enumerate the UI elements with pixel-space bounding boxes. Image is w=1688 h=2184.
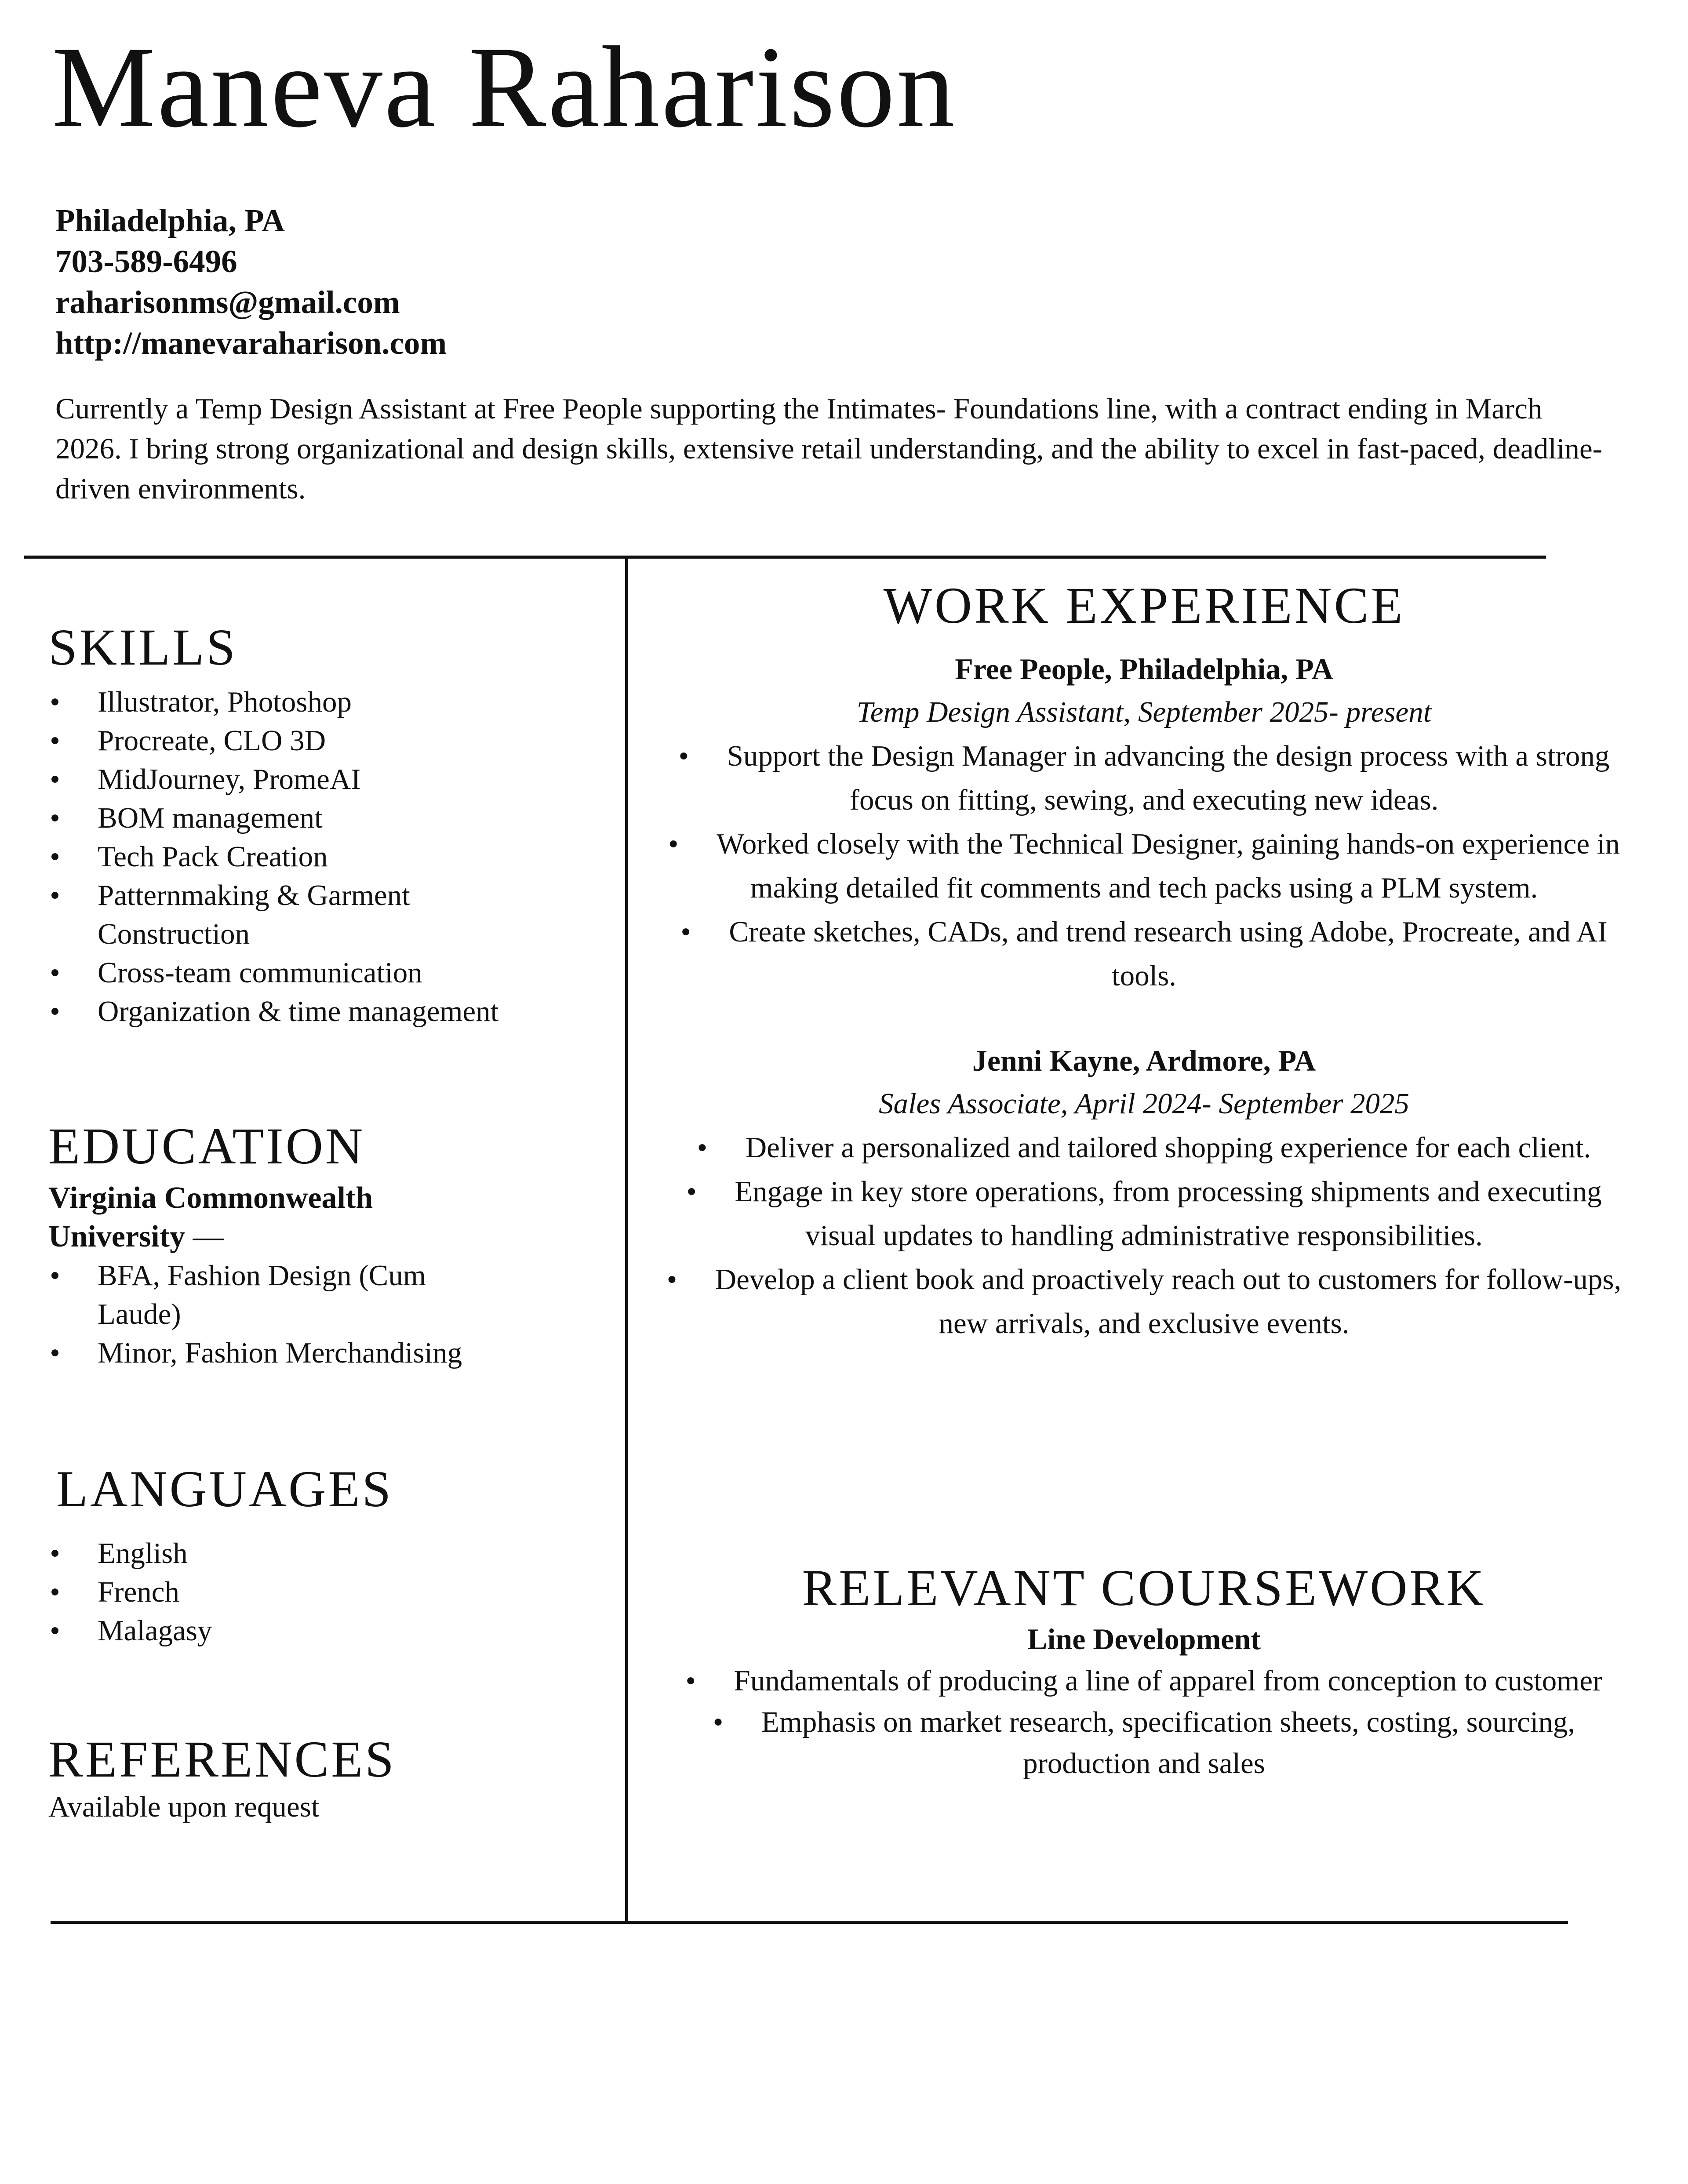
school-name xyxy=(48,1179,488,1256)
references-heading: REFERENCES xyxy=(48,1730,396,1788)
job-bullets xyxy=(657,734,1631,998)
degree-item: • Minor, Fashion Merchandising xyxy=(48,1334,602,1372)
job-bullets xyxy=(657,1126,1631,1345)
skill-item: • Procreate, CLO 3D xyxy=(48,721,602,760)
employer-name: Jenni Kayne, Ardmore, PA xyxy=(972,1043,1316,1077)
skill-item: • Organization & time management xyxy=(48,992,602,1031)
skill-item: • Cross-team communication xyxy=(48,953,602,992)
skills-list xyxy=(48,683,602,1031)
job-bullet-text: Deliver a personalized and tailored shopping experience for each client. xyxy=(745,1131,1591,1164)
column-divider xyxy=(625,556,628,1924)
coursework-section xyxy=(657,1558,1631,1784)
course-bullet-text: Fundamentals of producing a line of apparel from conception to customer xyxy=(734,1664,1603,1697)
coursework-heading: RELEVANT COURSEWORK xyxy=(802,1559,1486,1617)
job-bullet xyxy=(657,1257,1631,1345)
languages-heading: LANGUAGES xyxy=(56,1460,393,1518)
phone-number: 703-589-6496 xyxy=(55,243,237,279)
job-bullet xyxy=(657,1126,1631,1170)
job-role: Temp Design Assistant, September 2025- present xyxy=(856,695,1432,728)
education-heading: EDUCATION xyxy=(48,1117,365,1175)
job-entry xyxy=(657,1039,1631,1345)
summary-paragraph: Currently a Temp Design Assistant at Free People supporting the Intimates- Foundations line, with a contract ending in March 2026. I bring strong organizational and design skills, extensive retail understanding, and the ability to excel in fast-paced, deadline-driven environments. xyxy=(55,392,1603,505)
skill-item: • Illustrator, Photoshop xyxy=(48,683,602,721)
language-item: • English xyxy=(48,1534,602,1573)
candidate-name: Maneva Raharison xyxy=(52,23,957,152)
skill-item: • Tech Pack Creation xyxy=(48,837,602,876)
school-name-text: Virginia Commonwealth University xyxy=(48,1181,373,1254)
languages-section xyxy=(56,1459,610,1519)
employer-name: Free People, Philadelphia, PA xyxy=(955,652,1333,686)
skill-item: • Patternmaking & Garment Construction xyxy=(48,876,493,953)
references-section xyxy=(48,1730,602,1824)
work-heading: WORK EXPERIENCE xyxy=(883,577,1405,634)
job-bullet xyxy=(657,822,1631,910)
course-title: Line Development xyxy=(1027,1622,1261,1656)
skill-item: • MidJourney, PromeAI xyxy=(48,760,602,799)
school-dash: — xyxy=(193,1219,224,1254)
skills-heading: SKILLS xyxy=(48,618,237,676)
course-bullet xyxy=(657,1701,1631,1784)
degree-item: • BFA, Fashion Design (Cum Laude) xyxy=(48,1256,493,1334)
job-bullet xyxy=(657,910,1631,998)
job-bullet xyxy=(657,1170,1631,1257)
course-bullet-text: Emphasis on market research, specification sheets, costing, sourcing, production and sales xyxy=(761,1705,1575,1780)
education-list xyxy=(48,1256,602,1372)
job-bullet xyxy=(657,734,1631,822)
job-entry xyxy=(657,648,1631,998)
job-bullet-text: Create sketches, CADs, and trend research using Adobe, Procreate, and AI tools. xyxy=(729,915,1608,992)
work-experience-section xyxy=(657,576,1631,1345)
job-bullet-text: Worked closely with the Technical Designer, gaining hands-on experience in making detailed fit comments and tech packs using a PLM system. xyxy=(717,827,1620,904)
language-item: • Malagasy xyxy=(48,1611,602,1650)
bottom-divider xyxy=(51,1921,1568,1924)
language-item: • French xyxy=(48,1573,602,1611)
contact-info xyxy=(55,200,447,363)
references-text: Available upon request xyxy=(48,1790,320,1823)
course-bullet xyxy=(657,1660,1631,1701)
email-address: raharisonms@gmail.com xyxy=(55,284,400,320)
skill-item: • BOM management xyxy=(48,799,602,837)
job-role: Sales Associate, April 2024- September 2025 xyxy=(878,1087,1410,1120)
education-section xyxy=(48,1116,602,1372)
job-bullet-text: Support the Design Manager in advancing the design process with a strong focus on fitting, sewing, and executing new ideas. xyxy=(727,739,1610,816)
top-divider xyxy=(24,556,1546,559)
skills-section xyxy=(48,618,602,1031)
course-bullets xyxy=(657,1660,1631,1784)
website-link[interactable]: http://manevaraharison.com xyxy=(55,325,447,361)
location: Philadelphia, PA xyxy=(55,203,285,238)
job-bullet-text: Engage in key store operations, from processing shipments and executing visual updates to handling administrative responsibilities. xyxy=(735,1175,1602,1252)
languages-list xyxy=(48,1534,602,1650)
languages-list-section xyxy=(48,1534,602,1650)
job-bullet-text: Develop a client book and proactively reach out to customers for follow-ups, new arrivals, and exclusive events. xyxy=(715,1263,1622,1340)
